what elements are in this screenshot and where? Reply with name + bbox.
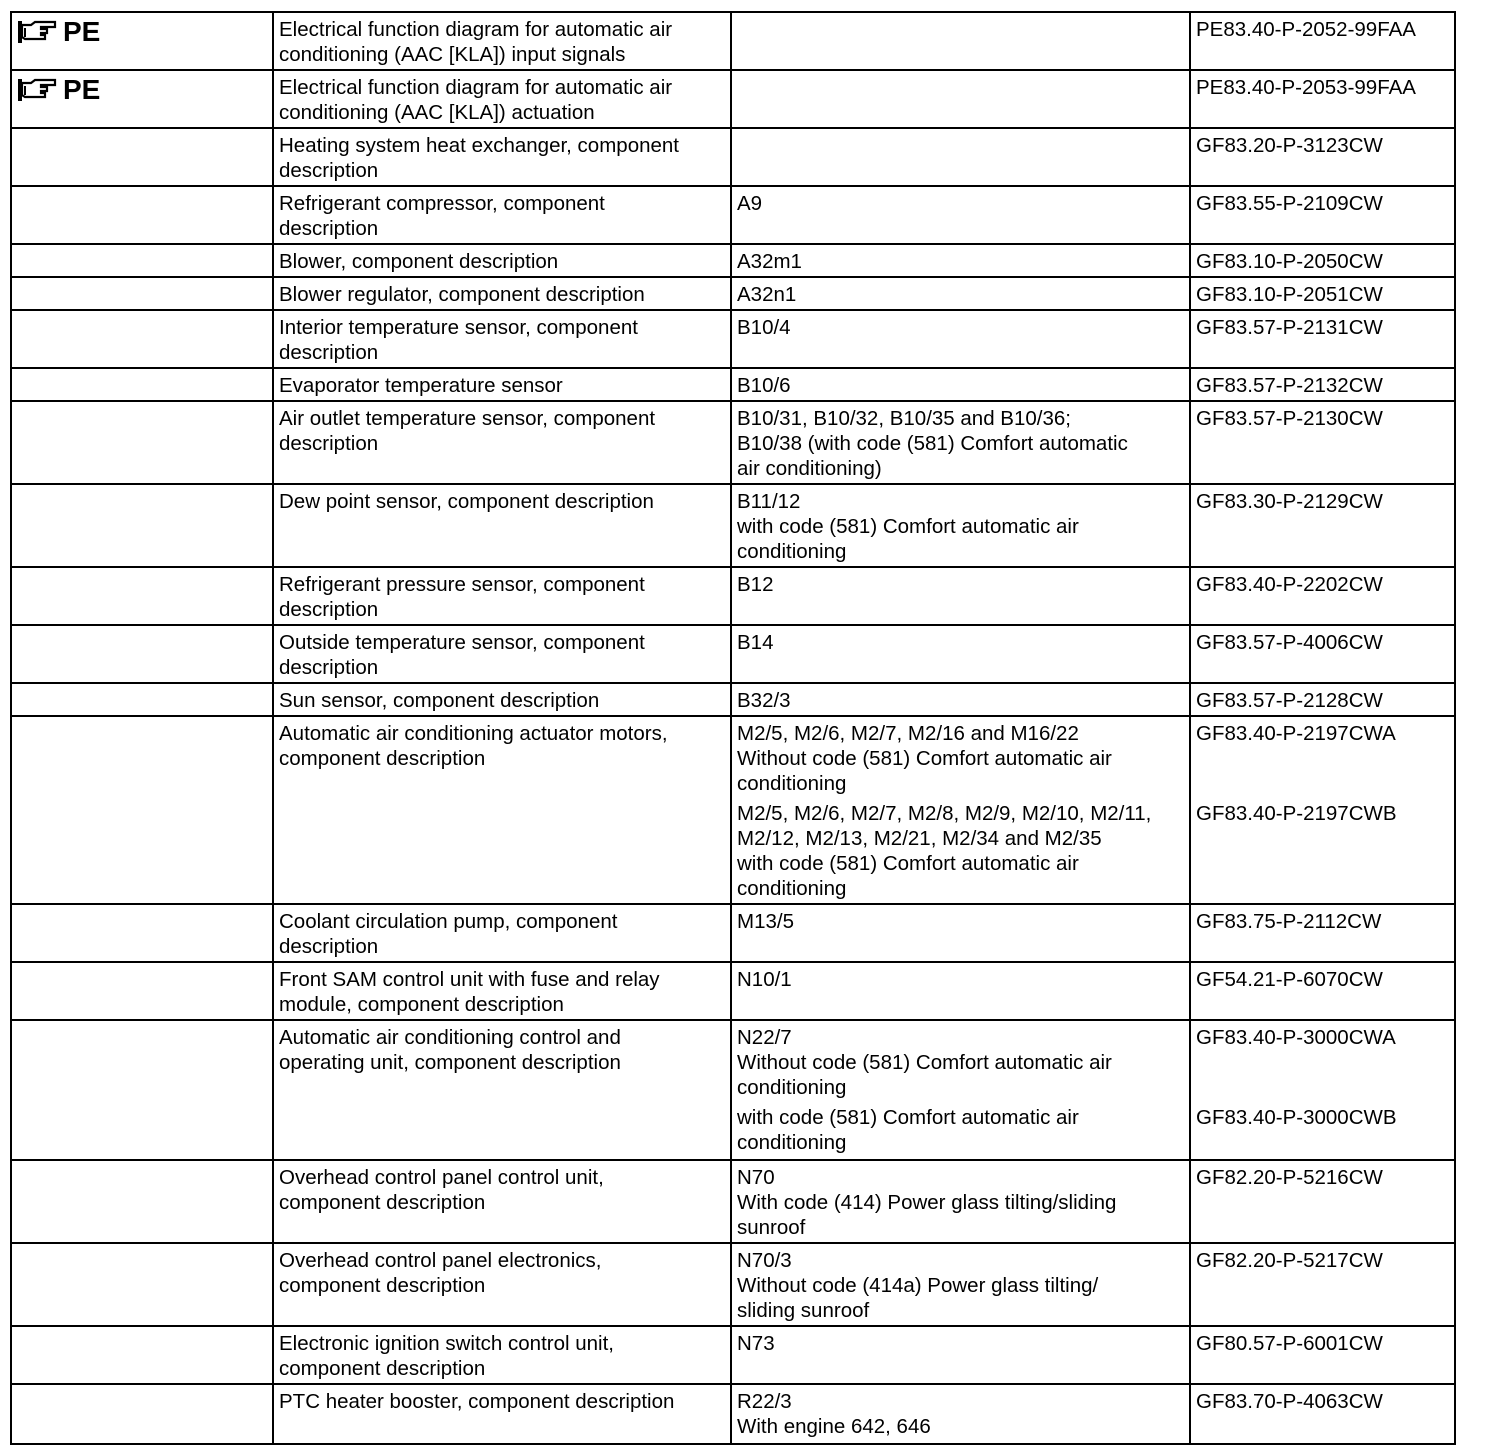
table-row <box>11 12 1455 70</box>
document-number-link[interactable]: GF83.57-P-2132CW <box>1196 374 1383 397</box>
marker-cell <box>11 625 273 683</box>
description-cell: PTC heater booster, component description <box>273 1384 731 1444</box>
component-cell <box>731 12 1190 70</box>
document-number-link[interactable]: GF83.30-P-2129CW <box>1196 490 1383 513</box>
document-number-cell <box>1190 1160 1455 1243</box>
document-number-cell <box>1190 625 1455 683</box>
component-cell <box>731 484 1190 567</box>
document-number-cell <box>1190 484 1455 567</box>
marker-cell <box>11 716 273 904</box>
marker-cell <box>11 962 273 1020</box>
document-number-cell <box>1190 368 1455 401</box>
component-cell <box>731 186 1190 244</box>
marker-cell <box>11 1160 273 1243</box>
description-cell: Heating system heat exchanger, component description <box>273 128 731 186</box>
component-designation: N70/3 Without code (414a) Power glass tilting/ sliding sunroof <box>737 1249 1099 1322</box>
document-number-cell <box>1190 128 1455 186</box>
component-designation: M2/5, M2/6, M2/7, M2/8, M2/9, M2/10, M2/11, M2/12, M2/13, M2/21, M2/34 and M2/35 with code (581) Comfort automatic air conditioning <box>737 802 1152 900</box>
document-number-cell <box>1190 1326 1455 1384</box>
component-designation: B10/31, B10/32, B10/35 and B10/36; B10/38 (with code (581) Comfort automatic air conditioning) <box>737 407 1128 480</box>
component-designation: N22/7 Without code (581) Comfort automatic air conditioning <box>737 1026 1112 1099</box>
component-cell <box>731 368 1190 401</box>
document-number-cell <box>1190 12 1455 70</box>
marker-cell <box>11 244 273 277</box>
pe-reference-marker[interactable] <box>17 75 267 105</box>
description-cell: Blower regulator, component description <box>273 277 731 310</box>
document-number-link[interactable]: GF83.75-P-2112CW <box>1196 910 1382 933</box>
pe-marker-label: PE <box>63 74 101 105</box>
description-cell: Refrigerant compressor, component description <box>273 186 731 244</box>
component-designation: M13/5 <box>737 910 794 933</box>
marker-cell <box>11 310 273 368</box>
document-number-cell <box>1190 1243 1455 1326</box>
document-number-link[interactable]: GF83.70-P-4063CW <box>1196 1390 1383 1413</box>
marker-cell <box>11 1326 273 1384</box>
description-cell: Front SAM control unit with fuse and relay module, component description <box>273 962 731 1020</box>
table-row <box>11 716 1455 904</box>
document-reference-table <box>10 11 1456 1445</box>
component-designation: N73 <box>737 1332 775 1355</box>
marker-cell <box>11 128 273 186</box>
component-cell <box>731 310 1190 368</box>
table-row <box>11 962 1455 1020</box>
document-number-link[interactable]: GF83.10-P-2050CW <box>1196 250 1383 273</box>
description-cell: Blower, component description <box>273 244 731 277</box>
component-cell <box>731 683 1190 716</box>
document-number-cell <box>1190 962 1455 1020</box>
document-number-link[interactable]: GF83.57-P-2131CW <box>1196 316 1383 339</box>
description-cell: Electrical function diagram for automatic air conditioning (AAC [KLA]) actuation <box>273 70 731 128</box>
description-cell: Electrical function diagram for automatic air conditioning (AAC [KLA]) input signals <box>273 12 731 70</box>
component-designation: B10/4 <box>737 316 791 339</box>
document-number-link[interactable]: GF83.57-P-2130CW <box>1196 407 1383 430</box>
table-row <box>11 1020 1455 1160</box>
component-designation: with code (581) Comfort automatic air conditioning <box>737 1106 1079 1154</box>
pe-reference-marker[interactable] <box>17 17 267 47</box>
document-number-link[interactable]: GF83.57-P-2128CW <box>1196 689 1383 712</box>
document-number-link[interactable]: GF83.40-P-2197CWA <box>1196 722 1396 745</box>
component-cell <box>731 128 1190 186</box>
pointing-hand-icon <box>17 19 57 45</box>
component-designation: N10/1 <box>737 968 792 991</box>
table-row <box>11 683 1455 716</box>
description-cell: Overhead control panel electronics, component description <box>273 1243 731 1326</box>
description-cell: Sun sensor, component description <box>273 683 731 716</box>
document-number-cell <box>1190 716 1455 904</box>
document-number-cell <box>1190 277 1455 310</box>
marker-cell <box>11 1243 273 1326</box>
pe-marker-label: PE <box>63 16 101 47</box>
document-number-cell <box>1190 1384 1455 1444</box>
component-designation: B14 <box>737 631 774 654</box>
document-number-cell <box>1190 401 1455 484</box>
document-number-link[interactable]: PE83.40-P-2052-99FAA <box>1196 18 1416 41</box>
document-number-link[interactable]: GF83.20-P-3123CW <box>1196 134 1383 157</box>
table-row <box>11 625 1455 683</box>
document-number-cell <box>1190 683 1455 716</box>
component-cell <box>731 277 1190 310</box>
component-cell <box>731 1326 1190 1384</box>
description-cell: Interior temperature sensor, component description <box>273 310 731 368</box>
component-cell <box>731 716 1190 904</box>
table-row <box>11 1160 1455 1243</box>
marker-cell <box>11 567 273 625</box>
document-number-cell <box>1190 1020 1455 1160</box>
document-number-cell <box>1190 186 1455 244</box>
table-row <box>11 1326 1455 1384</box>
document-number-link[interactable]: GF83.10-P-2051CW <box>1196 283 1383 306</box>
component-cell <box>731 1384 1190 1444</box>
marker-cell <box>11 904 273 962</box>
table-row <box>11 128 1455 186</box>
marker-cell <box>11 484 273 567</box>
document-number-link[interactable]: GF83.55-P-2109CW <box>1196 192 1383 215</box>
table-row <box>11 186 1455 244</box>
table-row <box>11 401 1455 484</box>
component-cell <box>731 904 1190 962</box>
document-number-link[interactable]: GF83.40-P-2197CWB <box>1196 802 1397 825</box>
component-cell <box>731 962 1190 1020</box>
description-cell: Refrigerant pressure sensor, component description <box>273 567 731 625</box>
description-cell: Automatic air conditioning control and operating unit, component description <box>273 1020 731 1160</box>
document-number-link[interactable]: GF80.57-P-6001CW <box>1196 1332 1383 1355</box>
component-designation: B11/12 with code (581) Comfort automatic air conditioning <box>737 490 1079 563</box>
component-cell <box>731 244 1190 277</box>
component-designation: A32m1 <box>737 250 802 273</box>
document-number-cell <box>1190 70 1455 128</box>
document-number-cell <box>1190 567 1455 625</box>
marker-cell <box>11 368 273 401</box>
component-cell <box>731 1243 1190 1326</box>
description-cell: Outside temperature sensor, component description <box>273 625 731 683</box>
table-row <box>11 244 1455 277</box>
description-cell: Overhead control panel control unit, component description <box>273 1160 731 1243</box>
component-designation: N70 With code (414) Power glass tilting/sliding sunroof <box>737 1166 1117 1239</box>
component-designation: A32n1 <box>737 283 797 306</box>
document-number-link[interactable]: GF82.20-P-5217CW <box>1196 1249 1383 1272</box>
marker-cell <box>11 401 273 484</box>
table-row <box>11 310 1455 368</box>
document-number-link[interactable]: GF83.40-P-3000CWB <box>1196 1106 1397 1129</box>
component-designation: B12 <box>737 573 774 596</box>
document-number-link[interactable]: GF83.40-P-2202CW <box>1196 573 1383 596</box>
marker-cell <box>11 186 273 244</box>
description-cell: Automatic air conditioning actuator motors, component description <box>273 716 731 904</box>
description-cell: Electronic ignition switch control unit, component description <box>273 1326 731 1384</box>
pointing-hand-icon <box>17 77 57 103</box>
document-number-cell <box>1190 244 1455 277</box>
document-number-link[interactable]: GF82.20-P-5216CW <box>1196 1166 1383 1189</box>
component-cell <box>731 625 1190 683</box>
document-number-link[interactable]: GF83.40-P-3000CWA <box>1196 1026 1396 1049</box>
table-row <box>11 70 1455 128</box>
component-cell <box>731 401 1190 484</box>
table-body <box>11 12 1455 1444</box>
description-cell: Dew point sensor, component description <box>273 484 731 567</box>
component-designation: B10/6 <box>737 374 791 397</box>
table-row <box>11 1243 1455 1326</box>
table-row <box>11 277 1455 310</box>
marker-cell <box>11 1020 273 1160</box>
table-row <box>11 484 1455 567</box>
marker-cell <box>11 70 273 128</box>
component-cell <box>731 567 1190 625</box>
component-cell <box>731 1020 1190 1160</box>
component-designation: A9 <box>737 192 763 215</box>
component-cell <box>731 1160 1190 1243</box>
marker-cell <box>11 1384 273 1444</box>
description-cell: Evaporator temperature sensor <box>273 368 731 401</box>
table-row <box>11 368 1455 401</box>
component-designation: M2/5, M2/6, M2/7, M2/16 and M16/22 Without code (581) Comfort automatic air conditioning <box>737 722 1112 795</box>
document-number-cell <box>1190 310 1455 368</box>
description-cell: Air outlet temperature sensor, component description <box>273 401 731 484</box>
component-cell <box>731 70 1190 128</box>
component-designation: R22/3 With engine 642, 646 <box>737 1390 931 1438</box>
marker-cell <box>11 12 273 70</box>
table-row <box>11 567 1455 625</box>
document-number-cell <box>1190 904 1455 962</box>
component-designation: B32/3 <box>737 689 791 712</box>
marker-cell <box>11 683 273 716</box>
document-number-link[interactable]: PE83.40-P-2053-99FAA <box>1196 76 1416 99</box>
description-cell: Coolant circulation pump, component description <box>273 904 731 962</box>
document-number-link[interactable]: GF83.57-P-4006CW <box>1196 631 1383 654</box>
marker-cell <box>11 277 273 310</box>
table-row <box>11 1384 1455 1444</box>
document-number-link[interactable]: GF54.21-P-6070CW <box>1196 968 1383 991</box>
table-row <box>11 904 1455 962</box>
